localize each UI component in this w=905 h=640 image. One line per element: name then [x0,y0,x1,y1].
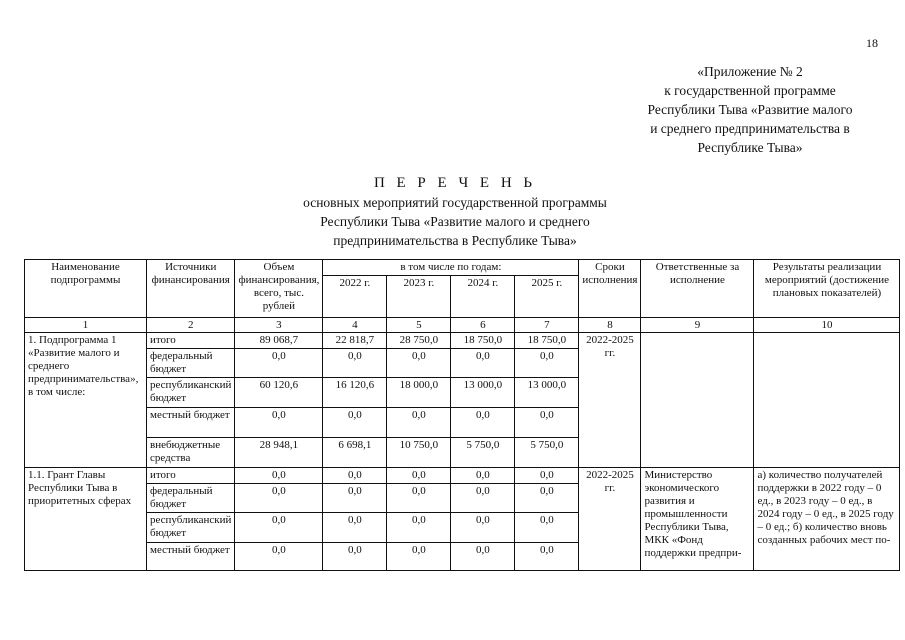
funding-2024: 0,0 [451,543,515,571]
column-number: 6 [451,318,515,333]
funding-2022: 0,0 [323,349,387,378]
funding-total: 0,0 [235,484,323,513]
funding-2022: 6 698,1 [323,438,387,468]
funding-source: республиканский бюджет [147,378,235,408]
funding-2023: 0,0 [387,468,451,484]
header-year-2025: 2025 г. [515,276,579,318]
appendix-line: Республике Тыва» [697,140,803,155]
measures-table [24,259,900,571]
funding-source: местный бюджет [147,408,235,438]
title-line: Республики Тыва «Развитие малого и среднего [320,214,590,229]
column-number: 4 [323,318,387,333]
funding-source: итого [147,468,235,484]
funding-2022: 16 120,6 [323,378,387,408]
funding-2022: 0,0 [323,408,387,438]
responsible-party [641,333,754,468]
funding-2023: 18 000,0 [387,378,451,408]
funding-2024: 13 000,0 [451,378,515,408]
funding-2025: 5 750,0 [515,438,579,468]
funding-2022: 0,0 [323,468,387,484]
funding-2025: 0,0 [515,513,579,543]
column-number: 10 [754,318,900,333]
funding-2022: 0,0 [323,543,387,571]
expected-results: а) количество получателей поддержки в 2022 году – 0 ед., в 2023 году – 0 ед., в 2024 году – 0 ед., в 2025 году – 0 ед.; б) количество вновь созданных рабочих мест по- [754,468,900,571]
funding-2025: 0,0 [515,349,579,378]
funding-2022: 22 818,7 [323,333,387,349]
title-heading: П Е Р Е Ч Е Н Ь [373,175,537,191]
page-number: 18 [866,36,878,50]
funding-2023: 10 750,0 [387,438,451,468]
funding-2023: 0,0 [387,513,451,543]
document-title [220,174,690,250]
funding-total: 0,0 [235,349,323,378]
funding-source: итого [147,333,235,349]
title-line: основных мероприятий государственной программы [303,195,607,210]
funding-2023: 0,0 [387,349,451,378]
header-results: Результаты реализации мероприятий (достижение плановых показателей) [754,260,900,318]
responsible-party: Министерство экономического развития и промышленности Республики Тыва, МКК «Фонд поддержки предпри- [641,468,754,571]
funding-total: 0,0 [235,408,323,438]
header-year-2022: 2022 г. [323,276,387,318]
funding-2024: 0,0 [451,468,515,484]
funding-source: федеральный бюджет [147,349,235,378]
funding-2023: 28 750,0 [387,333,451,349]
funding-2024: 5 750,0 [451,438,515,468]
appendix-line: Республики Тыва «Развитие малого [647,102,853,117]
column-number: 3 [235,318,323,333]
funding-2025: 0,0 [515,543,579,571]
subprogram-name: 1. Подпрограмма 1 «Развитие малого и среднего предпринимательства», в том числе: [25,333,147,468]
header-year-2023: 2023 г. [387,276,451,318]
header-by-years: в том числе по годам: [323,260,579,276]
funding-2024: 0,0 [451,484,515,513]
appendix-line: к государственной программе [664,83,836,98]
column-number: 9 [641,318,754,333]
title-line: предпринимательства в Республике Тыва» [333,233,577,248]
funding-total: 0,0 [235,513,323,543]
funding-source: внебюджетные средства [147,438,235,468]
funding-2023: 0,0 [387,484,451,513]
funding-total: 60 120,6 [235,378,323,408]
funding-2025: 0,0 [515,408,579,438]
table-row [25,333,900,349]
header-year-2024: 2024 г. [451,276,515,318]
column-number: 8 [579,318,641,333]
measure-name: 1.1. Грант Главы Республики Тыва в приоритетных сферах [25,468,147,571]
header-responsible: Ответственные за исполнение [641,260,754,318]
appendix-line: и среднего предпринимательства в [650,121,850,136]
funding-source: федеральный бюджет [147,484,235,513]
expected-results [754,333,900,468]
header-terms: Сроки исполнения [579,260,641,318]
funding-2023: 0,0 [387,408,451,438]
header-volume: Объем финансирования, всего, тыс. рублей [235,260,323,318]
column-number: 2 [147,318,235,333]
appendix-note [600,62,900,157]
funding-2023: 0,0 [387,543,451,571]
funding-source: республиканский бюджет [147,513,235,543]
appendix-line: «Приложение № 2 [697,64,803,79]
funding-total: 28 948,1 [235,438,323,468]
funding-total: 89 068,7 [235,333,323,349]
funding-total: 0,0 [235,543,323,571]
header-name: Наименование подпрограммы [25,260,147,318]
funding-2025: 0,0 [515,468,579,484]
funding-2024: 0,0 [451,513,515,543]
funding-2024: 0,0 [451,408,515,438]
funding-2025: 18 750,0 [515,333,579,349]
funding-2025: 13 000,0 [515,378,579,408]
table-row [25,468,900,484]
funding-2022: 0,0 [323,513,387,543]
column-number: 7 [515,318,579,333]
funding-source: местный бюджет [147,543,235,571]
funding-2024: 18 750,0 [451,333,515,349]
funding-2025: 0,0 [515,484,579,513]
column-number: 5 [387,318,451,333]
header-source: Источники финансирования [147,260,235,318]
execution-terms: 2022-2025 гг. [579,468,641,571]
column-number: 1 [25,318,147,333]
execution-terms: 2022-2025 гг. [579,333,641,468]
funding-2024: 0,0 [451,349,515,378]
column-number-row [25,318,900,333]
funding-total: 0,0 [235,468,323,484]
funding-2022: 0,0 [323,484,387,513]
